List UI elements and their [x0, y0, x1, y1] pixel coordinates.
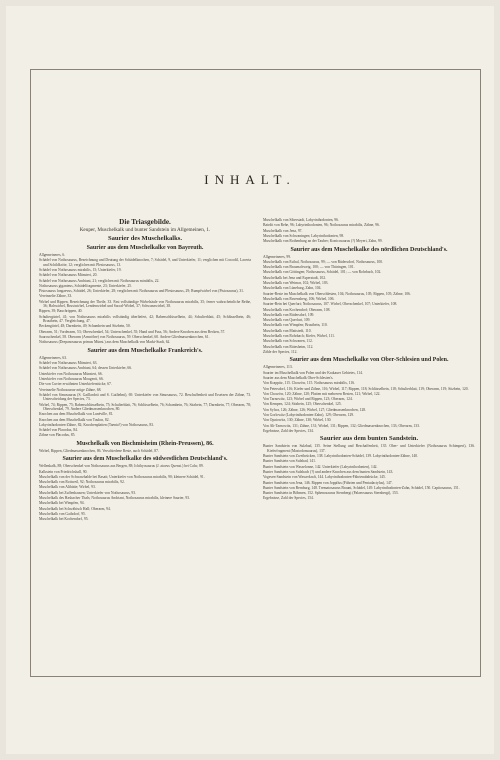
toc-entry: Schädel von Nothosaurus Münsteri, 63.	[39, 361, 98, 366]
toc-entry: Muschelkalk von Wimpfen; Brustbein, 110.	[263, 323, 328, 328]
toc-entry: Bunter Sandstein in Böhmen, 152. Sphenosaurus Sternbergi (Palaeosaurus Sternbergi), 153.	[263, 491, 399, 496]
toc-entry: Muschelkalk von Lüneburg, Zahn, 104.	[263, 286, 322, 291]
toc-entry: Muschelkalk von Rütesheim, 112.	[263, 344, 314, 349]
toc-entry: Muschelkalk von Siberstadt, Labyrinthodonten, 96.	[263, 218, 339, 222]
toc-entry: Bunter Sandstein von Sulzbach (?) und andere Knochen aus dem bunten Sandstein, 143.	[263, 469, 394, 474]
toc-entry: Beckengürtel, 48; Darmbein, 49; Schambein und Sitzbein, 50.	[39, 324, 131, 329]
toc-entry: Schultergürtel, 41; von Nothosaurus mirabilis vollständig überliefert, 42; Rabenschlüsselbein, 44; Schulterblatt, 45; Schlüsselbein, 46; Brustbein, 47. Vergleichung, 47.	[39, 314, 251, 324]
toc-entry: Schädel von Nothosaurus, Bezeichnung und Deutung der Schädelknochen, 7; Schädel, 9, und Unterkiefer, 11; verglichen mit Crocodil, Lacerta und Schildkröte, 12; verglichen mit Plesiosaurus, 13.	[39, 258, 251, 267]
toc-entry: Labyrinthodonten-Zähne, 82; Knochenplatten (Taenia?) von Nothosaurus, 83.	[39, 422, 154, 427]
toc-entry: Schädel von Nothosaurus Andriani, 21; verglichen mit Nothosaurus mirabilis, 22.	[39, 278, 160, 283]
toc-entry: Allgemeineres, 63.	[39, 355, 67, 360]
toc-entry: Von Sylwa, 126; Zähne, 126; Wirbel, 127; Gliedmassenknochen, 128.	[263, 407, 367, 412]
toc-entry: Saurier im Muschelkalk von Polen und der Krakauer Gebietes, 114.	[263, 370, 363, 375]
toc-entry: Muschelkalk von Rohrbach; Kiefer, Wirbel, 111.	[263, 334, 335, 339]
toc-entry: Bunter Sandstein von Sulzbad, 135. Seine Stellung und Beschaffenheit, 135. Ober- und Unterkiefer (Nothosaurus Schimperi), 136. Kieferfragment (Mastodonsaurus), 137.	[263, 444, 475, 453]
toc-entry: Zähne von Placodus, 85.	[39, 433, 76, 438]
toc-entry: Pistosaurus longaevus, Schädel, 26; Unterkiefer, 28; verglichen mit Nothosaurus und Plesiosaurus, 29; Rumpfwirbel von (Pistosaurus), 31.	[39, 289, 244, 294]
toc-entry: Muschelkalk von Schwaningen; Labyrinthodonten, 98.	[263, 233, 345, 238]
toc-heading: Muschelkalk von Bischmisheim (Rhein-Preussen), 86.	[76, 440, 214, 447]
toc-entry: Nothosaurus giganteus, Schädelfragmente, 23; Unterkiefer, 25.	[39, 283, 132, 288]
toc-entry: Schädel von Nothosaurus Münsteri, 20.	[39, 273, 98, 278]
toc-entry: Muschelkalk von Schwanen, 112.	[263, 339, 313, 344]
toc-entry: Schädel von Nothosaurus Andriani, 64; dessen Unterkiefer, 66.	[39, 366, 133, 371]
toc-entry: Von Gorlowitz (Labyrinthodonten-Zahn), 129; Oberarm, 129.	[263, 413, 355, 418]
toc-heading: Die Triasgebilde.	[119, 218, 171, 226]
toc-entry: Von Petersdorf, 116; Kiefer und Zähne, 116; Wirbel, 117; Rippen, 118; Schlüsselbein, 118; Schulterblatt, 119; Oberarm, 119; Sitzbein, 120.	[263, 386, 469, 391]
toc-entry: Allgemeineres, 99.	[263, 254, 291, 259]
toc-entry: Muschelkalk des Hasbacher Thals; Nothosaurus Andriani, Nothosaurus mirabilis, kleinere Saurier, 93.	[39, 496, 190, 501]
toc-entry: Bunter Sandstein von Bernburg, 148. Trematosaurus Brauni, Schädel, 149. Labyrinthodonten-Zahn, Schädel, 150. Capitosaurus, 151.	[263, 485, 460, 490]
toc-entry: Muschelkalk von Weimar, 102; Wirbel, 103.	[263, 281, 329, 286]
toc-heading: Saurier aus dem Muschelkalke von Bayreuth.	[86, 245, 204, 251]
toc-heading: Saurier aus dem Muschelkalke von Ober-Schlesien und Polen.	[289, 357, 449, 364]
toc-entry: Unterkiefer von Nothosaurus Münsteri, 66.	[39, 371, 103, 376]
toc-entry: Unterkiefer von Nothosaurus Mougeoti, 66.	[39, 376, 104, 381]
toc-entry: Muschelkalk von Mattstedt, 110.	[263, 328, 312, 333]
toc-entry: Rippen, 39; Bauchrippen, 40.	[39, 309, 83, 314]
page-title: INHALT.	[204, 172, 296, 187]
toc-heading: Saurier aus dem Muschelkalke Frankreich's.	[87, 347, 203, 354]
toc-entry: Muschelkalk bei Kochendorf, 95.	[39, 517, 89, 522]
toc-right-column	[263, 218, 475, 673]
toc-entry: Muschelkalk von Braunschweig, 100; — von Thüringen, 101.	[263, 265, 355, 270]
toc-entry: Muschelkalk von Gailsdorf, 95.	[39, 511, 86, 516]
toc-entry: Vereinzelte Zähne, 33.	[39, 294, 73, 299]
toc-entry: Muschelkalk von Rothenburg an der Tauber; Konicosaurus (?) Meyeri, Zahn, 99.	[263, 239, 383, 244]
toc-entry: Muschelkalk von Göttingen; Nothosaurus, Schädel, 101; — von Rohrbach, 102.	[263, 270, 382, 275]
toc-entry: Von Chorzów, 120; Zähne, 120; Platten mit mehreren Resten, 121; Wirbel, 122.	[263, 391, 381, 396]
toc-entry: Ergebnisse, Zahl der Species, 134.	[263, 428, 314, 433]
toc-entry: Muschelkalk von Althütte; Wirbel, 93.	[39, 485, 96, 490]
toc-entry: Muschelkalk bei Wimpfen, 94.	[39, 501, 85, 506]
toc-entry: Schädel von Placodus, 84.	[39, 428, 78, 433]
toc-entry: Ergebnisse, Zahl der Species, 154.	[263, 496, 314, 501]
toc-entry: Wirbel, 74; Rippen, 75; Rabenschlüsselbein, 75; Schulterblatt, 76; Schlüsselbein, 76; Schambein, 76; Sitzbein, 77; Darmbein, 77; Oberarm, 78; Oberschenkel, 79. Andere Gliedmassenknochen, 80.	[39, 402, 251, 411]
toc-entry: Knochen aus dem Muschelkalk von Toulon, 82.	[39, 417, 110, 422]
toc-entry: Bunter Sandstein von Jena, 146. Rippen von Joppilus (Fährten und Pentadactylus), 147.	[263, 480, 393, 485]
toc-entry: Von Tarnowitz, 123; Wirbel und Rippen, 123; Oberarm, 124.	[263, 397, 353, 402]
toc-entry: Schädel von Simosaurus (S. Gaillardoti und S. Guilielmi), 69. Unterkiefer von Simosaurus, 72. Beschaffenheit und Ersetzen der Zähne, 73. Unterscheidung der Species, 73.	[39, 392, 251, 402]
toc-entry: Knochen aus dem Muschelkalk von Lunéville, 81.	[39, 412, 114, 417]
toc-entry: Allgemeineres, 6.	[39, 253, 66, 257]
toc-entry: Von Krappitz, 115. Chorzów, 115. Nothosaurus mirabilis, 116.	[263, 381, 355, 386]
toc-heading: Saurier aus dem bunten Sandstein.	[319, 435, 419, 443]
toc-left-column	[39, 218, 251, 673]
toc-heading: Saurier aus dem Muschelkalke des südwestlichen Deutschland's.	[62, 456, 228, 463]
document-page	[6, 6, 494, 754]
toc-entry: Muschelkalk von Esthal, Nothosaurus, 99; — von Rüdersdorf, Nothosaurus, 100.	[263, 259, 384, 264]
toc-entry: Sauroschenkel, 58. Oberarm (Armröhre) von Nothosaurus, 59. Oberschenkel, 60. Andere Gliedmassenknochen, 61.	[39, 335, 210, 340]
toc-heading: Saurier aus dem Muschelkalke des nördlichen Deutschland's.	[290, 246, 448, 253]
toc-entry: Vereinzelte Nothosaurus-artige Zähne, 68.	[39, 387, 102, 392]
toc-entry: Schädel von Nothosaurus mirabilis, 15; Unterkiefer, 19.	[39, 268, 122, 272]
toc-entry: Von Opatowitz, 130; Zähne, 130; Wirbel, 130.	[263, 418, 332, 423]
toc-entry: Saurier aus dem Muschelkalk Ober-Schlesien's.	[263, 375, 334, 380]
toc-entry: Muschelkalk bei Schwäbisch Hall; Oberarm, 94.	[39, 506, 111, 511]
toc-entry: Muschelkalk von Kochendorf; Oberarm, 108.	[263, 307, 331, 312]
toc-entry: Von Alt-Tarnowitz, 131; Zähne, 131; Wirbel, 131; Rippen, 132; Gliedmassenknochen, 133; Oberarm, 133.	[263, 423, 420, 428]
toc-entry: Muschelkalk von der Schwarzhalde bei Rasatt; Unterkiefer von Nothosaurus mirabilis, 90; kleinere Schädel, 91.	[39, 474, 205, 479]
toc-entry: Muschelkalk bei Jena und Esperstadt, 102.	[263, 275, 326, 280]
toc-entry: Muschelkalk von Rüdersdorf, 109.	[263, 312, 315, 317]
toc-entry: Wellenkalk, 88; Oberschenkel von Nothosaurus aus Bergen, 88; Ichthyosaurus (J. atavus Quenst.) bei Calw, 89.	[39, 464, 204, 469]
toc-entry: Bairdit von Rehe, 96; Labyrinthodonten, 96; Nothosaurus mirabilis, Zähne, 96.	[263, 223, 380, 228]
toc-entry: Die von Cuvier erwähnten Unterkieferstücke, 67.	[39, 382, 112, 387]
toc-entry: Bunter Sandstein von Wasselonne, 142. Unterkiefer (Labyrinthodonten), 142.	[263, 464, 378, 469]
toc-entry: Muschelkalk von Rottweil, 92; Nothosaurus mirabilis, 92.	[39, 480, 125, 485]
toc-entry: Oberarm, 51; Vorderarm, 53; Oberschenkel, 54; Unterschenkel, 55; Hand und Fuss, 56; Andere Knochen aus dem Becken, 57.	[39, 329, 226, 334]
toc-entry: Kalkstein von Friedrichshall, 90.	[39, 469, 88, 474]
toc-heading: Keuper, Muschelkalk und bunter Sandstein im Allgemeinen, 1.	[79, 227, 211, 233]
toc-entry: Allgemeineres, 113.	[263, 365, 293, 370]
toc-entry: Bunter Sandstein von Sulzbad, 141.	[263, 459, 316, 464]
toc-entry: Nothosaurus (Drepanosaurus primus Münst.) aus dem Muschelkalk von Markt-Stadt, 62.	[39, 340, 171, 345]
toc-entry: Saurier-Bein bei Querfurt; Nothosaurus, 107. Wirbel, Oberschenkel, 107; Unterkiefer, 108.	[263, 302, 398, 307]
toc-entry: Muschelkalk von Querfurt, 109.	[263, 318, 311, 323]
toc-entry: Von Kempen, 124; Sitzbein, 125; Oberschenkel, 125.	[263, 402, 342, 407]
toc-entry: Bunter Sandstein von Zweibrücken, 138. Labyrinthodonten-Schädel, 139. Labyrinthodonten-Zähne, 140.	[263, 454, 419, 459]
toc-entry: Vogesen-Sandstein von Wasserkraft, 144. Labyrinthodonten-Fährtenabdrücke, 145.	[263, 475, 386, 480]
toc-entry: Wirbel, Rippen, Gliedmassenknochen, 86. Verschiedene Reste, auch Schädel, 87.	[39, 448, 159, 453]
toc-entry: Zähle der Species, 112.	[263, 349, 298, 354]
toc-entry: Muschelkalk von Ravensberg, 106; Wirbel, 106.	[263, 296, 335, 301]
toc-entry: Wirbel und Rippen, Bezeichnung der Theile, 33. Fast vollständige Wirbelsäule von Nothosaurus mirabilis, 35; ferner wahrscheinliche Reihe, 36; Halswirbel, Brustwirbel, Lendenwirbel und Sacral-Wirbel, 37; Schwanzwirbel, 38.	[39, 299, 251, 309]
toc-entry: Muschelkalk von Jena, 97.	[263, 228, 303, 233]
toc-heading: Saurier des Muschelkalks.	[107, 235, 183, 242]
toc-entry: Saurier-Reste im Muschelkalk von Oberschlesien, 104; Nothosaurus, 105; Rippen, 105; Zähne, 106.	[263, 291, 411, 296]
toc-entry: Muschelkalk bei Zuffenhausen; Unterkiefer von Nothosaurus, 93.	[39, 490, 137, 495]
